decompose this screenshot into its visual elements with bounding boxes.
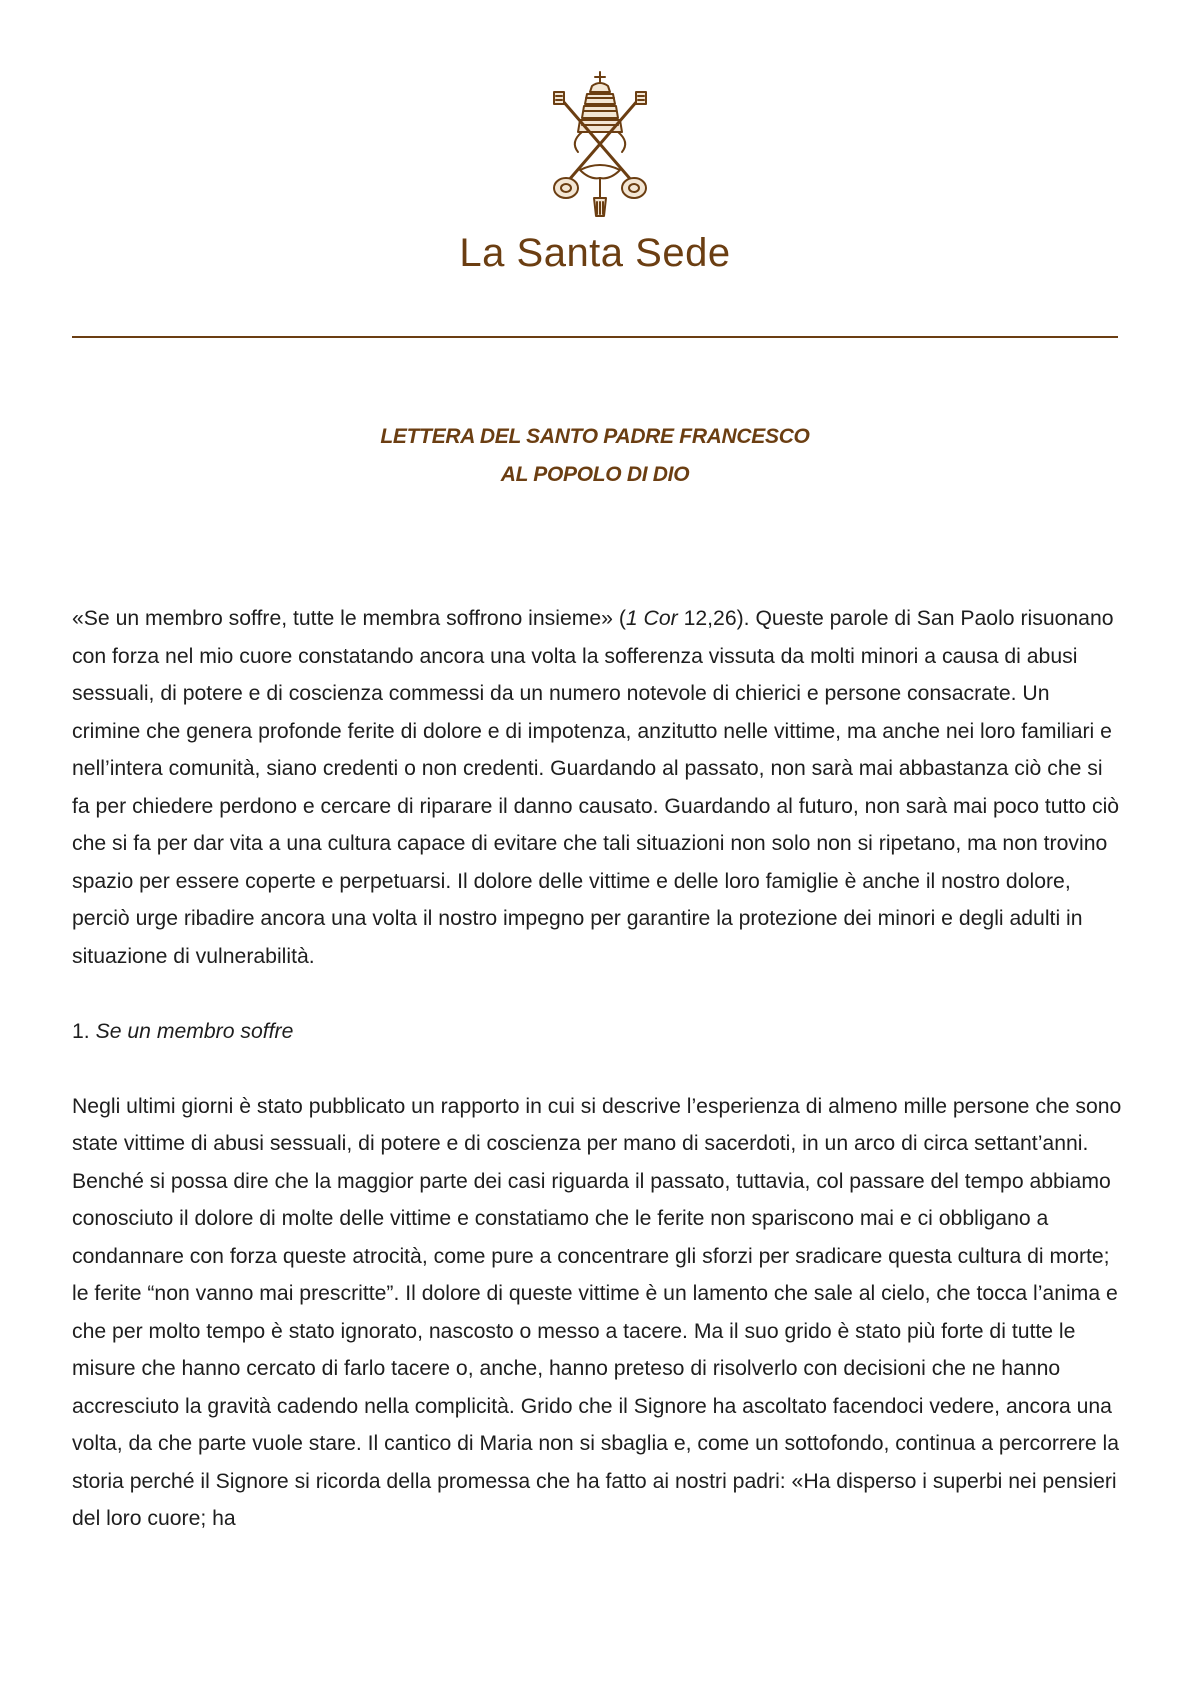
letter-body xyxy=(72,600,1122,1538)
document-title-line-1: LETTERA DEL SANTO PADRE FRANCESCO xyxy=(380,425,810,448)
intro-paragraph xyxy=(72,600,1122,975)
header-divider xyxy=(72,336,1118,338)
paragraph-spacer xyxy=(72,975,1122,1013)
body-paragraph: Negli ultimi giorni è stato pubblicato un rapporto in cui si descrive l’esperienza di almeno mille persone che sono state vittime di abusi sessuali, di potere e di coscienza per mano di sacerdoti, in un arco di circa settant’anni. Benché si possa dire che la maggior parte dei casi riguarda il passato, tuttavia, col passare del tempo abbiamo conosciuto il dolore di molte delle vittime e constatiamo che le ferite non spariscono mai e ci obbligano a condannare con forza queste atrocità, come pure a concentrare gli sforzi per sradicare questa cultura di morte; le ferite “non vanno mai prescritte”. Il dolore di queste vittime è un lamento che sale al cielo, che tocca l’anima e che per molto tempo è stato ignorato, nascosto o messo a tacere. Ma il suo grido è stato più forte di tutte le misure che hanno cercato di farlo tacere o, anche, hanno preteso di risolverlo con decisioni che ne hanno accresciuto la gravità cadendo nella complicità. Grido che il Signore ha ascoltato facendoci vedere, ancora una volta, da che parte vuole stare. Il cantico di Maria non si sbaglia e, come un sottofondo, continua a percorrere la storia perché il Signore si ricorda della promessa che ha fatto ai nostri padri: «Ha disperso i superbi nei pensieri del loro cuore; ha xyxy=(72,1094,1122,1530)
section-title: Se un membro soffre xyxy=(95,1019,294,1043)
site-title[interactable]: La Santa Sede xyxy=(459,231,731,275)
intro-quote: «Se un membro soffre, tutte le membra soffrono insieme» ( xyxy=(72,607,626,630)
scripture-reference-book: 1 Cor xyxy=(625,607,678,630)
section-number: 1. xyxy=(72,1019,96,1043)
document-title xyxy=(0,418,1190,494)
holy-see-coat-of-arms-icon xyxy=(540,70,660,220)
page-header xyxy=(0,0,1190,340)
document-title-line-2: AL POPOLO DI DIO xyxy=(500,463,690,486)
paragraph-spacer xyxy=(72,1050,1122,1088)
intro-text: 12,26). Queste parole di San Paolo risuonano con forza nel mio cuore constatando ancora una volta la sofferenza vissuta da molti minori a causa di abusi sessuali, di potere e di coscienza commessi da un numero notevole di chierici e persone consacrate. Un crimine che genera profonde ferite di dolore e di impotenza, anzitutto nelle vittime, ma anche nei loro familiari e nell’intera comunità, siano credenti o non credenti. Guardando al passato, non sarà mai abbastanza ciò che si fa per chiedere perdono e cercare di riparare il danno causato. Guardando al futuro, non sarà mai poco tutto ciò che si fa per dar vita a una cultura capace di evitare che tali situazioni non solo non si ripetano, ma non trovino spazio per essere coperte e perpetuarsi. Il dolore delle vittime e delle loro famiglie è anche il nostro dolore, perciò urge ribadire ancora una volta il nostro impegno per garantire la protezione dei minori e degli adulti in situazione di vulnerabilità. xyxy=(72,607,1120,968)
section-heading xyxy=(72,1013,1122,1051)
